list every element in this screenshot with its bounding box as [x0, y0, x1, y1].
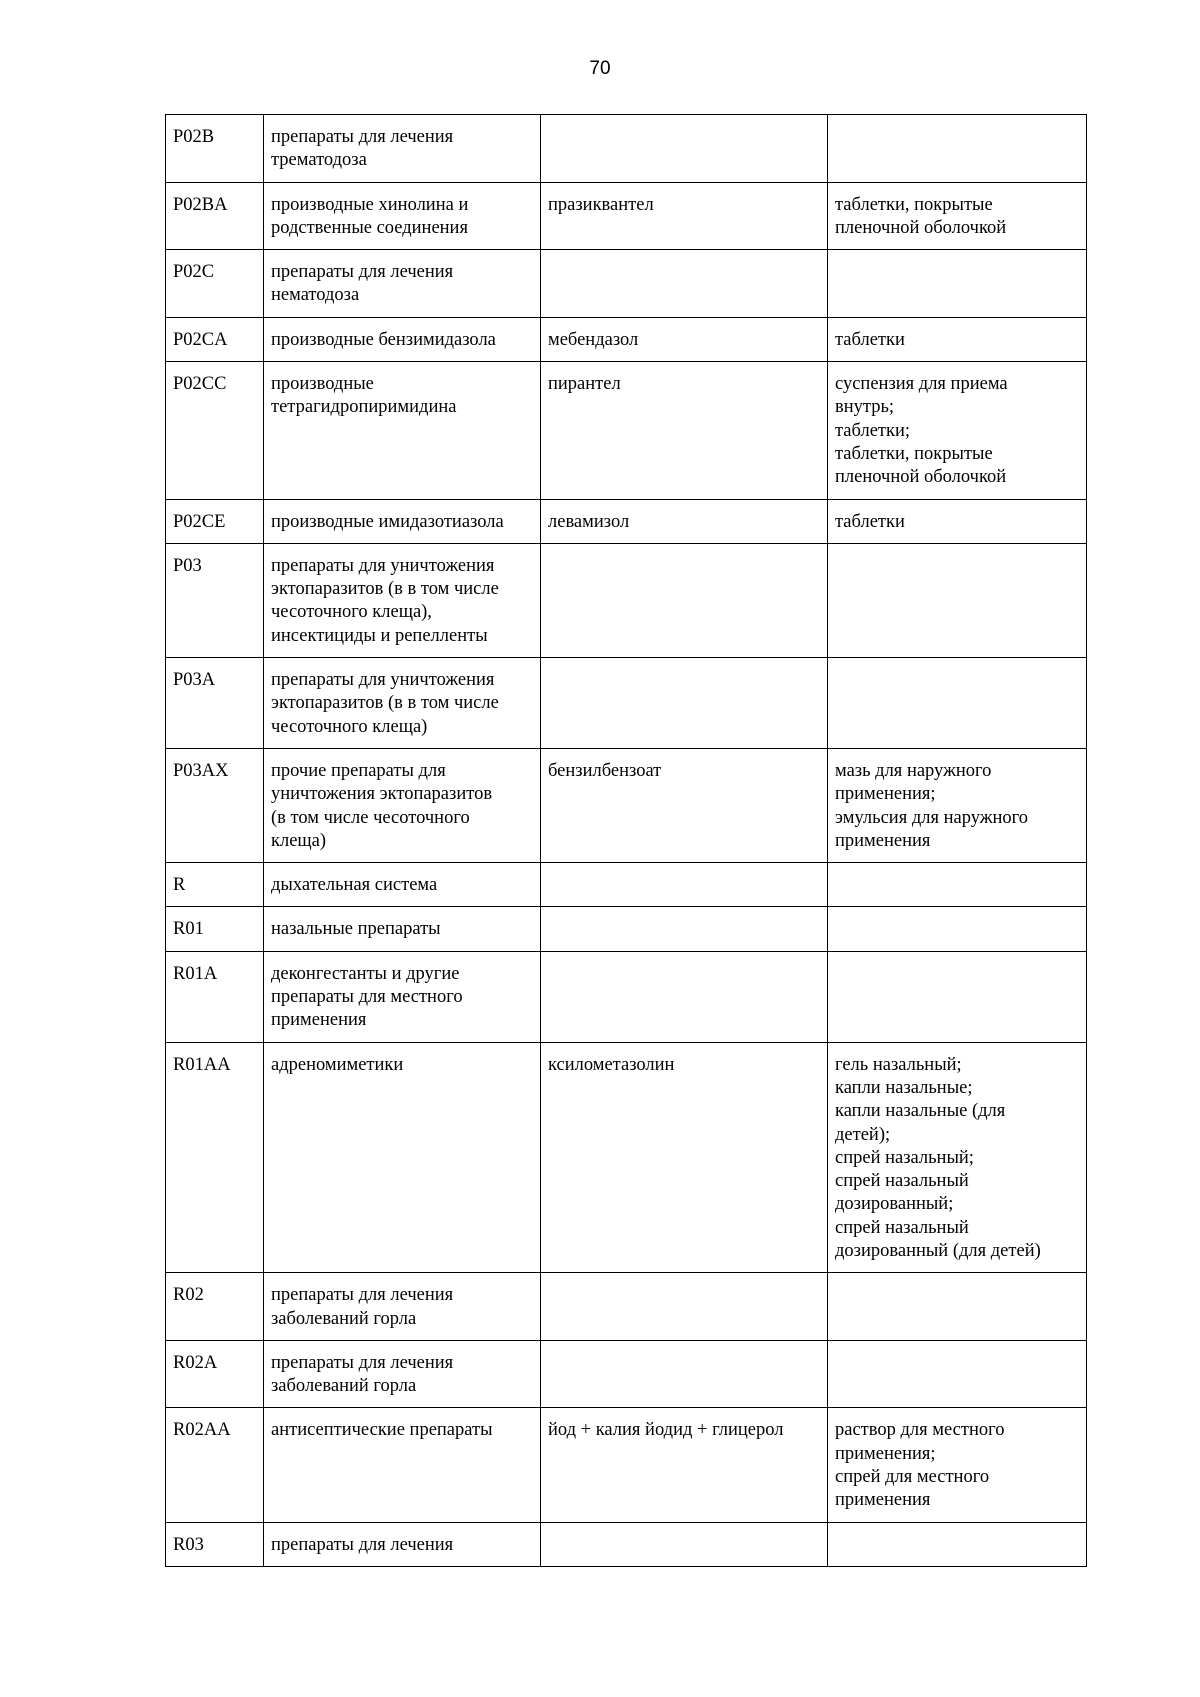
- atc-group-cell: препараты для лечения трематодоза: [264, 115, 541, 183]
- atc-code-cell: P02C: [166, 250, 264, 318]
- atc-code-cell: R01AA: [166, 1042, 264, 1273]
- table-row: [166, 951, 1087, 1042]
- dosage-form-cell: [828, 250, 1087, 318]
- dosage-form-cell: таблетки: [828, 499, 1087, 543]
- dosage-form-cell: [828, 951, 1087, 1042]
- drug-name-cell: празиквантел: [541, 182, 828, 250]
- atc-code-cell: R02: [166, 1273, 264, 1341]
- drug-name-cell: [541, 1522, 828, 1566]
- table-row: [166, 658, 1087, 749]
- drug-name-cell: [541, 951, 828, 1042]
- table-row: [166, 1273, 1087, 1341]
- drug-name-cell: мебендазол: [541, 317, 828, 361]
- drug-name-cell: [541, 907, 828, 951]
- drug-name-cell: [541, 863, 828, 907]
- atc-code-cell: R: [166, 863, 264, 907]
- atc-code-cell: P02CE: [166, 499, 264, 543]
- dosage-form-cell: [828, 115, 1087, 183]
- atc-code-cell: P02CC: [166, 362, 264, 499]
- dosage-form-cell: [828, 907, 1087, 951]
- table-row: [166, 250, 1087, 318]
- atc-code-cell: R02A: [166, 1340, 264, 1408]
- drug-table: [165, 114, 1087, 1567]
- table-row: [166, 907, 1087, 951]
- page-number: 70: [589, 58, 611, 79]
- table-row: [166, 543, 1087, 657]
- atc-group-cell: назальные препараты: [264, 907, 541, 951]
- dosage-form-cell: [828, 658, 1087, 749]
- atc-group-cell: дыхательная система: [264, 863, 541, 907]
- table-row: [166, 1042, 1087, 1273]
- table-row: [166, 1340, 1087, 1408]
- dosage-form-cell: [828, 1273, 1087, 1341]
- atc-code-cell: R03: [166, 1522, 264, 1566]
- atc-code-cell: R01: [166, 907, 264, 951]
- drug-name-cell: [541, 1273, 828, 1341]
- atc-group-cell: производные хинолина и родственные соединения: [264, 182, 541, 250]
- dosage-form-cell: суспензия для приема внутрь; таблетки; таблетки, покрытые пленочной оболочкой: [828, 362, 1087, 499]
- atc-group-cell: производные тетрагидропиримидина: [264, 362, 541, 499]
- dosage-form-cell: таблетки, покрытые пленочной оболочкой: [828, 182, 1087, 250]
- table-row: [166, 362, 1087, 499]
- table-row: [166, 748, 1087, 862]
- atc-group-cell: антисептические препараты: [264, 1408, 541, 1522]
- atc-code-cell: P02BA: [166, 182, 264, 250]
- dosage-form-cell: раствор для местного применения; спрей для местного применения: [828, 1408, 1087, 1522]
- drug-name-cell: пирантел: [541, 362, 828, 499]
- dosage-form-cell: [828, 1340, 1087, 1408]
- table-row: [166, 182, 1087, 250]
- atc-code-cell: P03A: [166, 658, 264, 749]
- drug-name-cell: [541, 658, 828, 749]
- dosage-form-cell: таблетки: [828, 317, 1087, 361]
- table-row: [166, 115, 1087, 183]
- atc-code-cell: P02CA: [166, 317, 264, 361]
- atc-group-cell: деконгестанты и другие препараты для местного применения: [264, 951, 541, 1042]
- atc-group-cell: адреномиметики: [264, 1042, 541, 1273]
- table-row: [166, 863, 1087, 907]
- drug-name-cell: йод + калия йодид + глицерол: [541, 1408, 828, 1522]
- drug-name-cell: [541, 115, 828, 183]
- drug-name-cell: левамизол: [541, 499, 828, 543]
- dosage-form-cell: [828, 863, 1087, 907]
- drug-name-cell: [541, 250, 828, 318]
- table-row: [166, 499, 1087, 543]
- table-row: [166, 317, 1087, 361]
- drug-name-cell: [541, 543, 828, 657]
- atc-code-cell: R01A: [166, 951, 264, 1042]
- atc-group-cell: препараты для лечения заболеваний горла: [264, 1340, 541, 1408]
- drug-name-cell: ксилометазолин: [541, 1042, 828, 1273]
- atc-group-cell: производные бензимидазола: [264, 317, 541, 361]
- atc-code-cell: R02AA: [166, 1408, 264, 1522]
- dosage-form-cell: [828, 1522, 1087, 1566]
- dosage-form-cell: [828, 543, 1087, 657]
- atc-group-cell: производные имидазотиазола: [264, 499, 541, 543]
- atc-code-cell: P02B: [166, 115, 264, 183]
- atc-group-cell: прочие препараты для уничтожения эктопаразитов (в том числе чесоточного клеща): [264, 748, 541, 862]
- drug-name-cell: бензилбензоат: [541, 748, 828, 862]
- dosage-form-cell: гель назальный; капли назальные; капли назальные (для детей); спрей назальный; спрей назальный дозированный; спрей назальный дозированный (для детей): [828, 1042, 1087, 1273]
- atc-code-cell: P03AX: [166, 748, 264, 862]
- table-row: [166, 1522, 1087, 1566]
- dosage-form-cell: мазь для наружного применения; эмульсия для наружного применения: [828, 748, 1087, 862]
- atc-group-cell: препараты для уничтожения эктопаразитов (в в том числе чесоточного клеща), инсектициды и репелленты: [264, 543, 541, 657]
- atc-group-cell: препараты для уничтожения эктопаразитов (в в том числе чесоточного клеща): [264, 658, 541, 749]
- atc-group-cell: препараты для лечения заболеваний горла: [264, 1273, 541, 1341]
- atc-group-cell: препараты для лечения нематодоза: [264, 250, 541, 318]
- table-row: [166, 1408, 1087, 1522]
- atc-group-cell: препараты для лечения: [264, 1522, 541, 1566]
- atc-code-cell: P03: [166, 543, 264, 657]
- drug-name-cell: [541, 1340, 828, 1408]
